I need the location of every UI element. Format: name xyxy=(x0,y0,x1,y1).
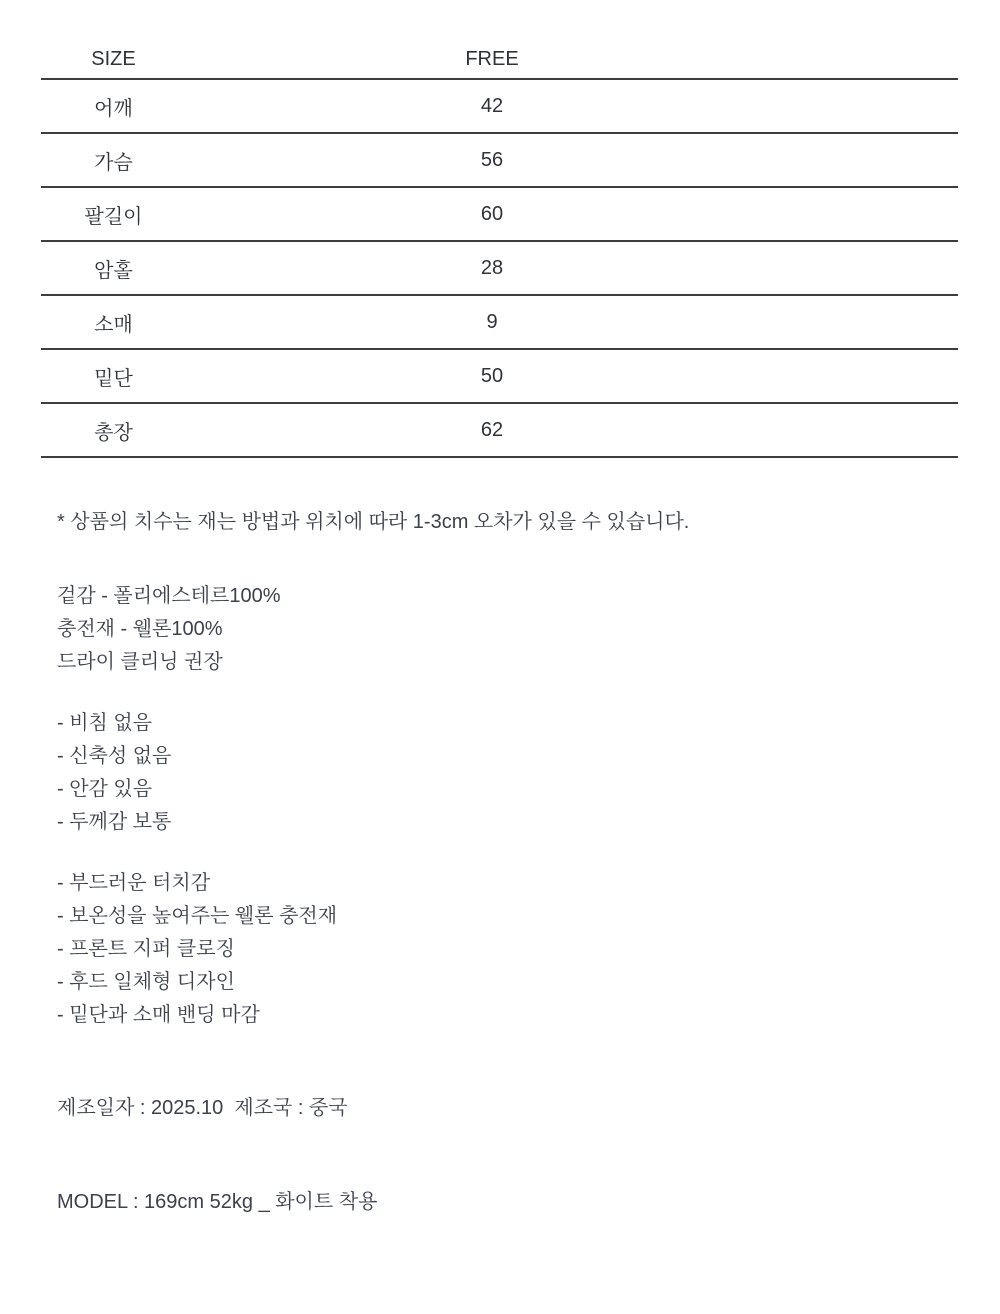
list-item: - 보온성을 높여주는 웰론 충전재 xyxy=(57,905,338,927)
row-value: 9 xyxy=(486,310,498,333)
table-row xyxy=(41,350,958,404)
size-table-header-row xyxy=(41,40,958,80)
row-value: 62 xyxy=(480,418,504,441)
row-label: 밑단 xyxy=(94,367,133,390)
list-item: - 프론트 지퍼 클로징 xyxy=(57,938,235,960)
model-info: MODEL : 169cm 52kg _ 화이트 착용 xyxy=(57,1191,378,1213)
row-value: 50 xyxy=(480,364,504,387)
size-column-header: SIZE xyxy=(91,47,136,70)
table-row xyxy=(41,134,958,188)
design-feature-list xyxy=(0,867,1000,1032)
table-row xyxy=(41,80,958,134)
list-item: - 신축성 없음 xyxy=(57,745,172,767)
size-table xyxy=(41,40,958,458)
fabric-care: 드라이 클리닝 권장 xyxy=(57,651,223,673)
row-label: 팔길이 xyxy=(84,205,143,228)
fabric-filling: 충전재 - 웰론100% xyxy=(57,618,223,640)
list-item: - 안감 있음 xyxy=(57,778,153,800)
free-column-header: FREE xyxy=(465,47,519,70)
fabric-info xyxy=(0,580,1000,679)
table-row xyxy=(41,404,958,458)
list-item: - 후드 일체형 디자인 xyxy=(57,971,235,993)
list-item: - 밑단과 소매 밴딩 마감 xyxy=(57,1004,260,1026)
row-value: 56 xyxy=(480,148,504,171)
table-row xyxy=(41,296,958,350)
row-label: 가슴 xyxy=(94,151,133,174)
row-value: 42 xyxy=(480,94,504,117)
row-value: 60 xyxy=(480,202,504,225)
row-value: 28 xyxy=(480,256,504,279)
row-label: 소매 xyxy=(94,313,133,336)
product-info-page xyxy=(0,40,1000,1314)
list-item: - 부드러운 터치감 xyxy=(57,872,211,894)
table-row xyxy=(41,188,958,242)
fabric-property-list xyxy=(0,707,1000,839)
table-row xyxy=(41,242,958,296)
size-tolerance-note: * 상품의 치수는 재는 방법과 위치에 따라 1-3cm 오차가 있을 수 있습니다. xyxy=(57,511,690,533)
row-label: 총장 xyxy=(94,421,133,444)
fabric-outer: 겉감 - 폴리에스테르100% xyxy=(57,585,281,607)
manufacture-info: 제조일자 : 2025.10 제조국 : 중국 xyxy=(57,1097,348,1119)
list-item: - 두께감 보통 xyxy=(57,811,172,833)
row-label: 암홀 xyxy=(94,259,133,282)
list-item: - 비침 없음 xyxy=(57,712,153,734)
row-label: 어깨 xyxy=(94,97,133,120)
